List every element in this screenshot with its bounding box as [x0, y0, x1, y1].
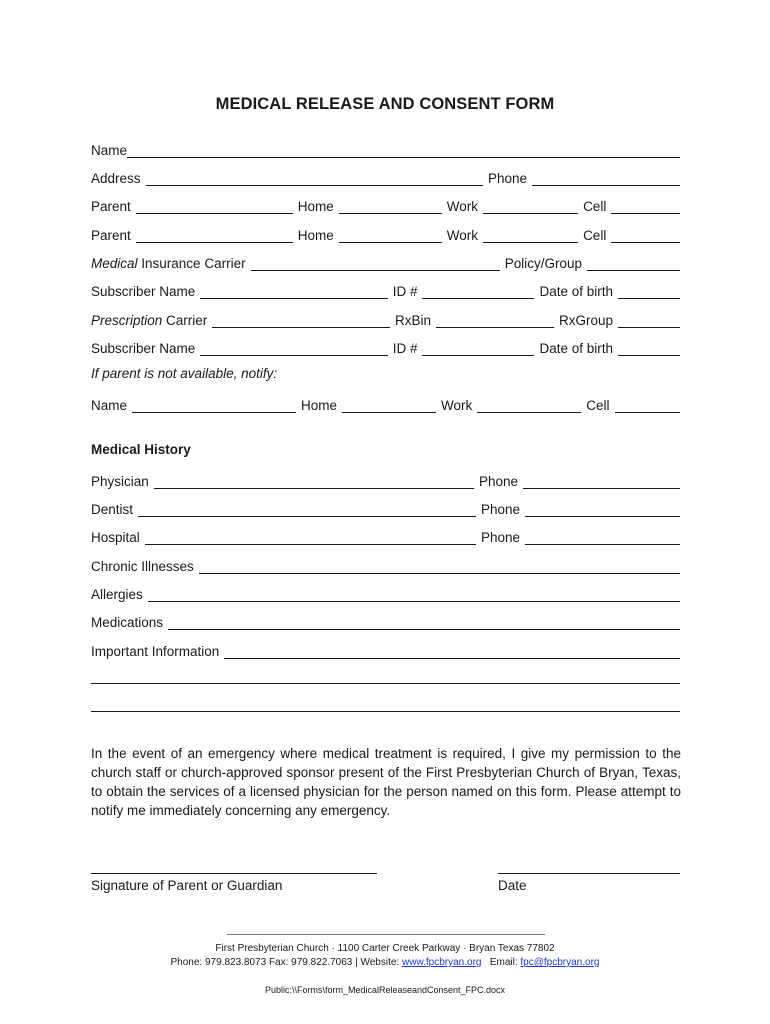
parent-2-home-field[interactable]: [339, 228, 442, 243]
rxgroup-field[interactable]: [618, 313, 680, 328]
physician-field[interactable]: [154, 474, 474, 489]
chronic-illnesses-label: Chronic Illnesses: [91, 559, 194, 574]
insurance-carrier-field[interactable]: [251, 256, 500, 271]
notify-note: If parent is not available, notify:: [91, 366, 278, 381]
cell-label: Cell: [583, 228, 607, 243]
notify-row: [91, 394, 680, 414]
important-info-row: [91, 640, 680, 660]
physician-phone-field[interactable]: [523, 474, 680, 489]
insurance-carrier-text: Insurance Carrier: [137, 256, 246, 271]
footer-phone-fax: Phone: 979.823.8073 Fax: 979.822.7063 | Website:: [170, 957, 402, 968]
parent-1-field[interactable]: [136, 199, 293, 214]
name-label: Name: [91, 143, 128, 158]
address-field[interactable]: [146, 171, 483, 186]
signature-label: Signature of Parent or Guardian: [91, 878, 283, 893]
insurance-row: [91, 252, 680, 272]
parent-2-cell-field[interactable]: [611, 228, 680, 243]
parent-1-home-field[interactable]: [339, 199, 442, 214]
footer-email-label: Email:: [481, 957, 521, 968]
chronic-illnesses-row: [91, 555, 680, 575]
parent-2-work-field[interactable]: [483, 228, 578, 243]
allergies-field[interactable]: [148, 587, 680, 602]
parent-label: Parent: [91, 228, 131, 243]
medications-label: Medications: [91, 615, 164, 630]
email-link[interactable]: fpc@fpcbryan.org: [520, 957, 600, 968]
date-of-birth-label: Date of birth: [539, 284, 613, 299]
dentist-phone-field[interactable]: [525, 502, 680, 517]
phone-label: Phone: [480, 502, 520, 517]
address-row: [91, 167, 680, 187]
address-label: Address: [91, 171, 141, 186]
name-field[interactable]: [127, 143, 680, 158]
allergies-row: [91, 583, 680, 603]
important-info-line-2[interactable]: [91, 683, 680, 684]
footer-address: First Presbyterian Church · 1100 Carter Creek Parkway · Bryan Texas 77802: [215, 943, 555, 954]
rxbin-label: RxBin: [394, 313, 431, 328]
important-info-line-3[interactable]: [91, 711, 680, 712]
subscriber-2-id-field[interactable]: [422, 341, 534, 356]
phone-label: Phone: [487, 171, 527, 186]
date-line[interactable]: [498, 873, 680, 874]
cell-label: Cell: [586, 398, 610, 413]
date-label: Date: [498, 878, 527, 893]
name-label: Name: [91, 398, 128, 413]
rxbin-field[interactable]: [436, 313, 554, 328]
hospital-phone-field[interactable]: [525, 530, 680, 545]
dentist-field[interactable]: [138, 502, 476, 517]
work-label: Work: [441, 398, 473, 413]
parent-1-work-field[interactable]: [483, 199, 578, 214]
parent-1-cell-field[interactable]: [611, 199, 680, 214]
subscriber-2-dob-field[interactable]: [618, 341, 680, 356]
policy-group-field[interactable]: [587, 256, 680, 271]
subscriber-row-2: [91, 337, 680, 357]
dentist-label: Dentist: [91, 502, 134, 517]
subscriber-2-name-field[interactable]: [200, 341, 387, 356]
subscriber-1-name-field[interactable]: [200, 284, 387, 299]
subscriber-name-label: Subscriber Name: [91, 284, 196, 299]
signature-line[interactable]: [91, 873, 377, 874]
notify-name-field[interactable]: [132, 398, 296, 413]
policy-group-label: Policy/Group: [504, 256, 582, 271]
physician-row: [91, 470, 680, 490]
notify-home-field[interactable]: [342, 398, 436, 413]
parent-label: Parent: [91, 199, 131, 214]
home-label: Home: [297, 228, 334, 243]
dentist-row: [91, 498, 680, 518]
medications-row: [91, 611, 680, 631]
footer-divider: [227, 934, 545, 935]
parent-2-field[interactable]: [136, 228, 293, 243]
work-label: Work: [446, 228, 479, 243]
hospital-field[interactable]: [145, 530, 476, 545]
phone-field[interactable]: [532, 171, 680, 186]
prescription-emphasis: Prescription: [91, 313, 163, 328]
physician-label: Physician: [91, 474, 149, 489]
important-info-field[interactable]: [224, 644, 680, 659]
parent-row-1: [91, 195, 680, 215]
cell-label: Cell: [583, 199, 607, 214]
rxgroup-label: RxGroup: [558, 313, 613, 328]
home-label: Home: [301, 398, 338, 413]
file-path: Public:\\Forms\form_MedicalReleaseandConsent_FPC.docx: [264, 985, 506, 995]
consent-paragraph: In the event of an emergency where medical treatment is required, I give my permission to the church staff or church-approved sponsor present of the First Presbyterian Church of Bryan, Texas, to obtain the services of a licensed physician for the person named on this form. Please attempt to notify me immediately concerning any emergency.: [91, 746, 681, 818]
important-info-label: Important Information: [91, 644, 220, 659]
allergies-label: Allergies: [91, 587, 143, 602]
form-title: MEDICAL RELEASE AND CONSENT FORM: [215, 95, 555, 113]
home-label: Home: [297, 199, 334, 214]
subscriber-1-dob-field[interactable]: [618, 284, 680, 299]
name-row: [91, 139, 680, 159]
prescription-row: [91, 309, 680, 329]
hospital-label: Hospital: [91, 530, 140, 545]
subscriber-name-label: Subscriber Name: [91, 341, 196, 356]
work-label: Work: [446, 199, 479, 214]
medications-field[interactable]: [168, 615, 680, 630]
id-label: ID #: [392, 341, 418, 356]
footer-contact: [0, 957, 770, 968]
notify-cell-field[interactable]: [615, 398, 680, 413]
medical-emphasis: Medical: [91, 256, 138, 271]
parent-row-2: [91, 224, 680, 244]
prescription-carrier-label: [91, 313, 207, 329]
subscriber-1-id-field[interactable]: [422, 284, 534, 299]
date-of-birth-label: Date of birth: [539, 341, 613, 356]
hospital-row: [91, 526, 680, 546]
medical-history-heading: Medical History: [91, 442, 191, 457]
chronic-illnesses-field[interactable]: [199, 559, 680, 574]
notify-work-field[interactable]: [477, 398, 581, 413]
insurance-carrier-label: [91, 256, 246, 272]
prescription-carrier-text: Carrier: [162, 313, 208, 328]
phone-label: Phone: [478, 474, 518, 489]
id-label: ID #: [392, 284, 418, 299]
prescription-carrier-field[interactable]: [212, 313, 390, 328]
subscriber-row-1: [91, 280, 680, 300]
phone-label: Phone: [480, 530, 520, 545]
website-link[interactable]: www.fpcbryan.org: [402, 957, 482, 968]
